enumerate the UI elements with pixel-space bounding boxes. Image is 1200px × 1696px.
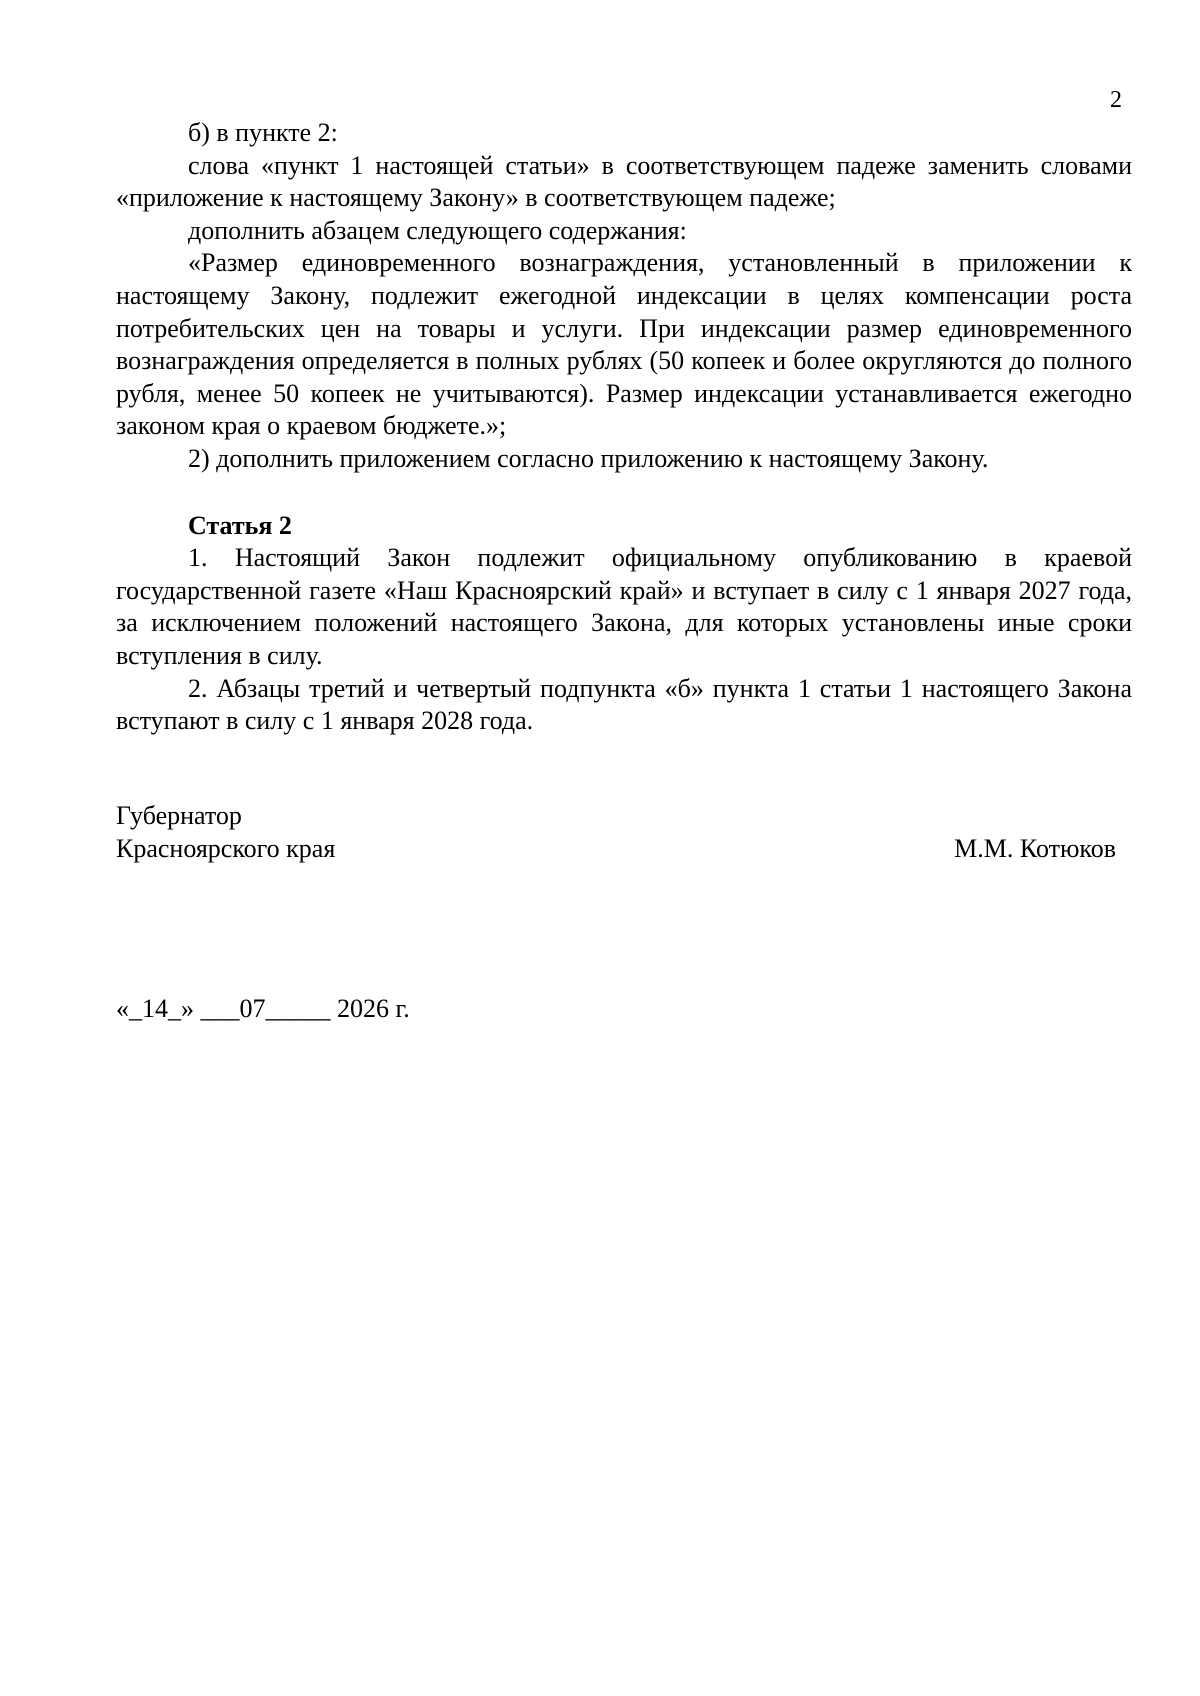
document-body	[116, 117, 1132, 738]
paragraph-b-point2: б) в пункте 2:	[188, 118, 338, 147]
signature-block	[116, 800, 1116, 865]
signing-date: «_14_» ___07_____ 2026 г.	[116, 994, 410, 1023]
signature-title-line1: Губернатор	[116, 801, 242, 830]
signature-title-line2: Красноярского края	[116, 833, 336, 863]
paragraph-add-abzac: дополнить абзацем следующего содержания:	[188, 215, 687, 245]
paragraph-add-appendix: 2) дополнить приложением согласно приложению к настоящему Закону.	[188, 443, 989, 473]
article-2-paragraph-2: 2. Абзацы третий и четвертый подпункта «б» пункта 1 статьи 1 настоящего Закона вступают в силу с 1 января 2028 года.	[116, 673, 1132, 736]
article-2-paragraph-1: 1. Настоящий Закон подлежит официальному опубликованию в краевой государственной газете «Наш Красноярский край» и вступает в силу с 1 января 2027 года, за исключением положений настоящего Закона, для которых установлены иные сроки вступления в силу.	[116, 543, 1132, 670]
paragraph-replace-words: слова «пункт 1 настоящей статьи» в соответствующем падеже заменить словами «приложение к настоящему Закону» в соответствующем падеже;	[116, 150, 1132, 213]
page-number: 2	[1110, 87, 1122, 113]
paragraph-indexation: «Размер единовременного вознаграждения, установленный в приложении к настоящему Закону, подлежит ежегодной индексации в целях компенсации роста потребительских цен на товары и услуги. При индексации размер единовременного вознаграждения определяется в полных рублях (50 копеек и более округляются до полного рубля, менее 50 копеек не учитываются). Размер индексации устанавливается ежегодно законом края о краевом бюджете.»;	[116, 248, 1132, 441]
signatory-name: М.М. Котюков	[954, 833, 1116, 863]
signature-row	[116, 833, 1116, 866]
article-2-heading: Статья 2	[188, 510, 292, 540]
